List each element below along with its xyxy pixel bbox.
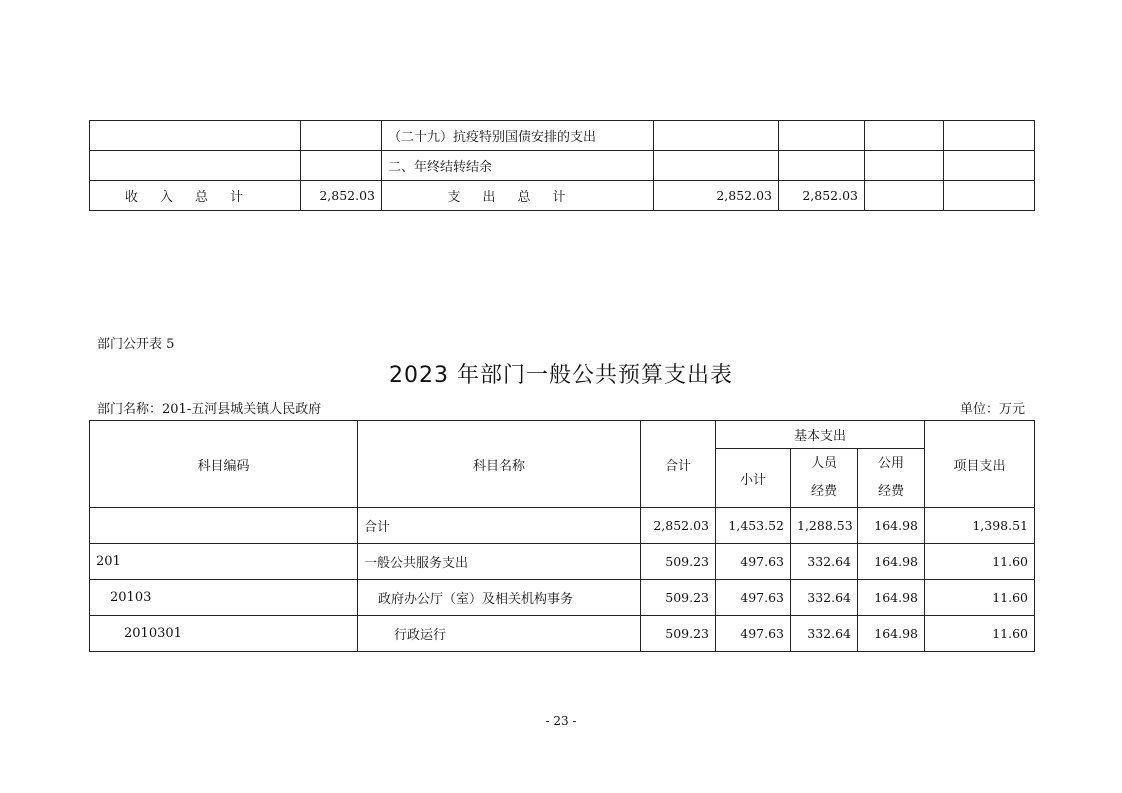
row-personnel: 332.64 (791, 580, 858, 616)
row-code: 20103 (90, 580, 358, 616)
row-subtotal: 1,453.52 (716, 508, 791, 544)
row-name: 政府办公厅（室）及相关机构事务 (358, 580, 641, 616)
table-cell (944, 181, 1035, 211)
table-cell (865, 181, 944, 211)
header-code: 科目编码 (90, 421, 358, 508)
row-project: 11.60 (925, 580, 1035, 616)
row-total: 509.23 (641, 544, 716, 580)
row-public: 164.98 (858, 544, 925, 580)
row-name: 行政运行 (358, 616, 641, 652)
row-public: 164.98 (858, 616, 925, 652)
total-row (90, 181, 1035, 211)
table-cell (301, 121, 382, 151)
row-name: 合计 (358, 508, 641, 544)
row-project: 11.60 (925, 544, 1035, 580)
row-name: 一般公共服务支出 (358, 544, 641, 580)
row-project: 1,398.51 (925, 508, 1035, 544)
expense-total-value-2: 2,852.03 (779, 181, 865, 211)
row-subtotal: 497.63 (716, 580, 791, 616)
header-row (90, 421, 1035, 449)
income-total-label: 收入总计 (90, 181, 301, 211)
table-cell (90, 121, 301, 151)
header-public: 公用经费 (858, 449, 925, 508)
header-personnel: 人员经费 (791, 449, 858, 508)
table-row (90, 580, 1035, 616)
row-personnel: 332.64 (791, 616, 858, 652)
income-total-value: 2,852.03 (301, 181, 382, 211)
table-cell (865, 121, 944, 151)
table-row (90, 121, 1035, 151)
form-label: 部门公开表 5 (97, 337, 175, 352)
header-name: 科目名称 (358, 421, 641, 508)
row-total: 2,852.03 (641, 508, 716, 544)
expense-total-label: 支出总计 (382, 181, 654, 211)
table-cell (654, 121, 779, 151)
row-public: 164.98 (858, 580, 925, 616)
table-cell (944, 121, 1035, 151)
budget-expenditure-table (89, 420, 1035, 652)
unit-label: 单位：万元 (959, 402, 1025, 417)
expense-total-value: 2,852.03 (654, 181, 779, 211)
table-cell (779, 121, 865, 151)
table-cell (944, 151, 1035, 181)
header-project: 项目支出 (925, 421, 1035, 508)
row-code: 201 (90, 544, 358, 580)
page-number: - 23 - (545, 714, 577, 728)
row-code (90, 508, 358, 544)
row-public: 164.98 (858, 508, 925, 544)
table-row (90, 151, 1035, 181)
table-cell (90, 151, 301, 181)
row-personnel: 1,288.53 (791, 508, 858, 544)
row-project: 11.60 (925, 616, 1035, 652)
row-code: 2010301 (90, 616, 358, 652)
table-cell (654, 151, 779, 181)
table-cell: （二十九）抗疫特别国债安排的支出 (382, 121, 654, 151)
header-subtotal: 小计 (716, 449, 791, 508)
table-cell (865, 151, 944, 181)
department-name: 部门名称：201-五河县城关镇人民政府 (97, 402, 322, 417)
income-expense-summary-table (89, 120, 1035, 211)
row-subtotal: 497.63 (716, 544, 791, 580)
table-cell (779, 151, 865, 181)
row-total: 509.23 (641, 616, 716, 652)
header-basic: 基本支出 (716, 421, 925, 449)
table-row (90, 544, 1035, 580)
header-total: 合计 (641, 421, 716, 508)
page-title: 2023 年部门一般公共预算支出表 (389, 363, 733, 388)
row-total: 509.23 (641, 580, 716, 616)
table-cell: 二、年终结转结余 (382, 151, 654, 181)
row-subtotal: 497.63 (716, 616, 791, 652)
table-row (90, 616, 1035, 652)
table-row (90, 508, 1035, 544)
row-personnel: 332.64 (791, 544, 858, 580)
table-cell (301, 151, 382, 181)
